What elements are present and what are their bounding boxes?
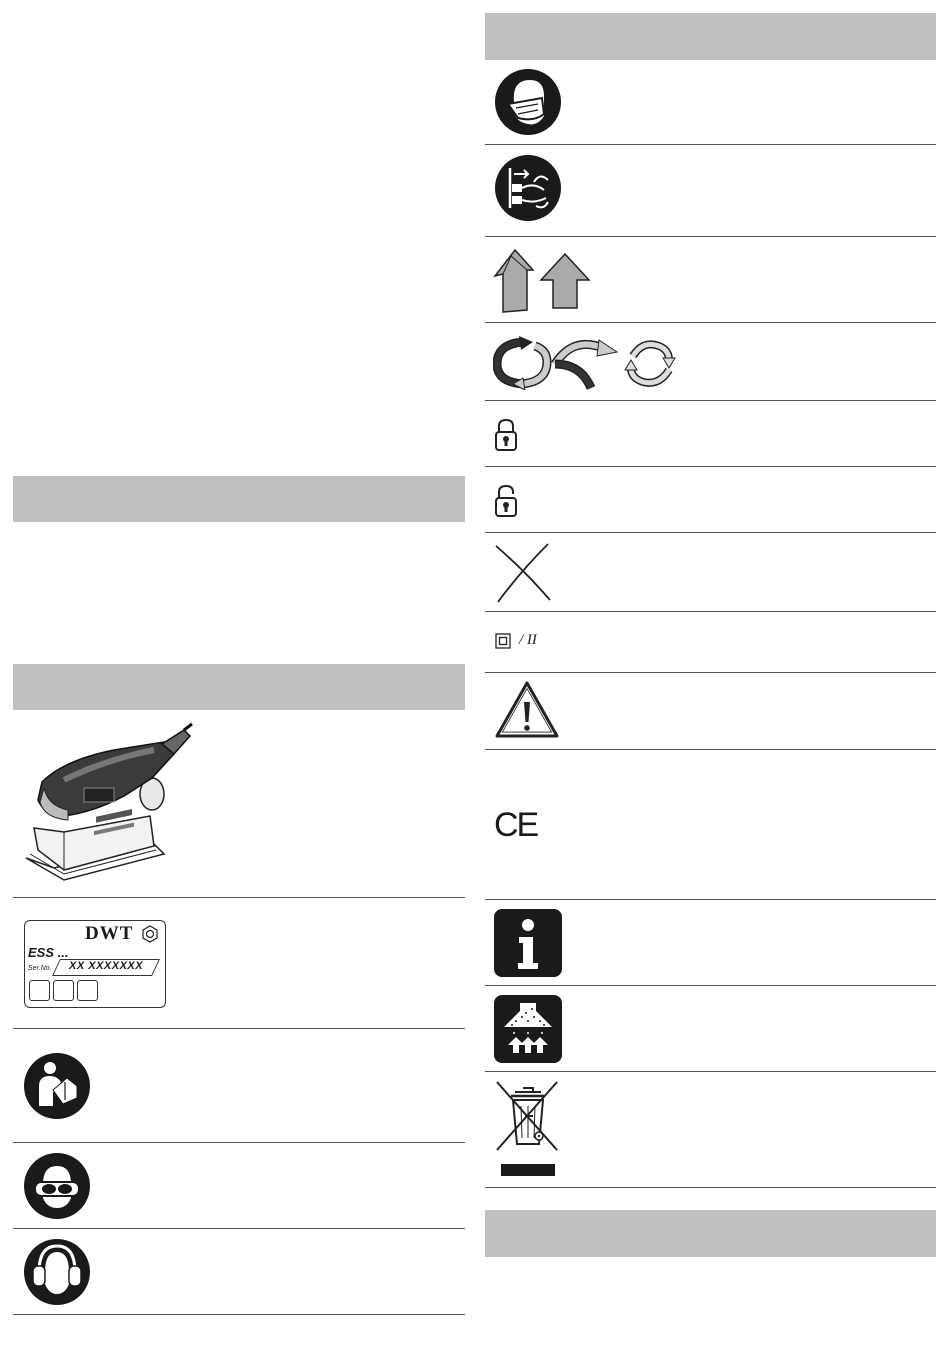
left-divider-2 [13, 1028, 465, 1029]
right-divider-6 [485, 532, 936, 533]
up-arrow-icon [493, 244, 593, 314]
nameplate-cert-box [77, 980, 98, 1001]
dust-mask-icon [494, 68, 562, 136]
right-divider-4 [485, 400, 936, 401]
nameplate-model: ESS ... [28, 945, 69, 960]
left-divider-1 [13, 897, 465, 898]
right-divider-12 [485, 1071, 936, 1072]
dust-extraction-icon [494, 995, 562, 1063]
right-divider-2 [485, 236, 936, 237]
rotate-arrows-icon [493, 334, 677, 390]
nameplate-serial-value: XX XXXXXXX [69, 960, 144, 972]
left-section-header-1 [13, 476, 465, 522]
ce-mark: CE [494, 806, 538, 844]
left-divider-3 [13, 1142, 465, 1143]
double-insulation-icon [495, 633, 511, 649]
weee-bin-icon [493, 1078, 563, 1180]
right-divider-10 [485, 899, 936, 900]
read-manual-icon [23, 1052, 91, 1120]
sander-illustration [24, 720, 194, 885]
nameplate-brand: DWT [85, 923, 134, 944]
info-icon [494, 909, 562, 977]
nameplate [24, 920, 166, 1008]
warning-triangle-icon [494, 680, 560, 740]
nameplate-serial-label: Ser.No. [28, 965, 52, 972]
lock-closed-icon [494, 418, 518, 452]
unplug-icon [494, 154, 562, 222]
right-divider-1 [485, 144, 936, 145]
right-divider-3 [485, 322, 936, 323]
prohibited-cross-icon [494, 542, 552, 604]
right-divider-5 [485, 466, 936, 467]
left-section-header-2 [13, 664, 465, 710]
right-section-header-2 [485, 1210, 936, 1257]
left-divider-4 [13, 1228, 465, 1229]
nameplate-cert-box [53, 980, 74, 1001]
safety-goggles-icon [23, 1152, 91, 1220]
right-divider-7 [485, 611, 936, 612]
insulation-class-label: / II [519, 632, 537, 648]
ear-protection-icon [23, 1238, 91, 1306]
left-divider-5 [13, 1314, 465, 1315]
brand-logo-icon [141, 925, 159, 943]
right-divider-13 [485, 1187, 936, 1188]
right-divider-11 [485, 985, 936, 986]
right-divider-9 [485, 749, 936, 750]
right-section-header-1 [485, 13, 936, 60]
lock-open-icon [494, 484, 518, 518]
nameplate-cert-box [29, 980, 50, 1001]
right-divider-8 [485, 672, 936, 673]
